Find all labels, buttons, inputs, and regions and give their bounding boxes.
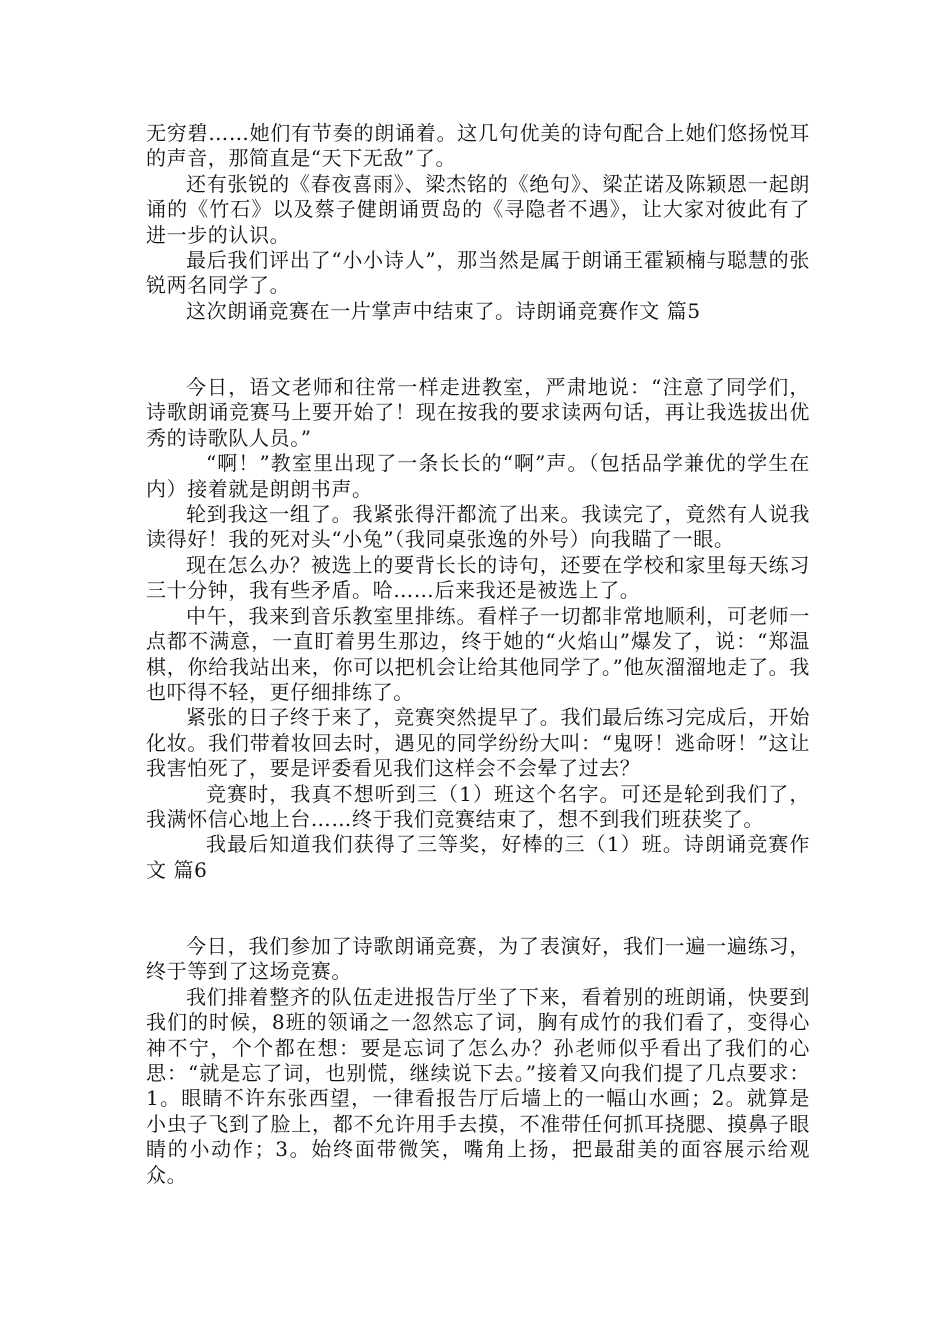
paragraph-6: “啊！”教室里出现了一条长长的“啊”声。（包括品学兼优的学生在内）接着就是朗朗书声。 [146, 451, 810, 501]
paragraph-13: 今日，我们参加了诗歌朗诵竞赛，为了表演好，我们一遍一遍练习，终于等到了这场竞赛。 [146, 933, 810, 984]
paragraph-11: 竞赛时，我真不想听到三（1）班这个名字。可还是轮到我们了，我满怀信心地上台……终于我们竞赛结束了，想不到我们班获奖了。 [146, 781, 810, 831]
paragraph-4-section-title: 这次朗诵竞赛在一片掌声中结束了。诗朗诵竞赛作文 篇5 [186, 298, 701, 323]
paragraph-3: 最后我们评出了“小小诗人”，那当然是属于朗诵王霍颖楠与聪慧的张锐两名同学了。 [146, 248, 810, 298]
paragraph-9: 中午，我来到音乐教室里排练。看样子一切都非常地顺利，可老师一点都不满意，一直盯着男生那边，终于她的“火焰山”爆发了，说：“郑温棋，你给我站出来，你可以把机会让给其他同学了。”他灰溜溜地走了。我也吓得不轻，更仔细排练了。 [146, 603, 810, 704]
section-gap [146, 883, 810, 934]
paragraph-7: 轮到我这一组了。我紧张得汗都流了出来。我读完了，竟然有人说我读得好！我的死对头“小兔”（我同桌张逸的外号）向我瞄了一眼。 [146, 502, 810, 552]
paragraph-10: 紧张的日子终于来了，竞赛突然提早了。我们最后练习完成后，开始化妆。我们带着妆回去时，遇见的同学纷纷大叫：“鬼呀！逃命呀！”这让我害怕死了，要是评委看见我们这样会不会晕了过去？ [146, 705, 810, 781]
paragraph-8: 现在怎么办？被选上的要背长长的诗句，还要在学校和家里每天练习三十分钟，我有些矛盾。哈……后来我还是被选上了。 [146, 552, 810, 603]
paragraph-5: 今日，语文老师和往常一样走进教室，严肃地说：“注意了同学们，诗歌朗诵竞赛马上要开始了！现在按我的要求读两句话，再让我选拔出优秀的诗歌队人员。” [146, 375, 810, 450]
paragraph-1: 无穷碧……她们有节奏的朗诵着。这几句优美的诗句配合上她们悠扬悦耳的声音，那简直是“天下无敌”了。 [146, 121, 810, 171]
paragraph-12-section-title: 我最后知道我们获得了三等奖，好棒的三（1）班。诗朗诵竞赛作文 篇6 [146, 832, 810, 882]
paragraph-2: 还有张锐的《春夜喜雨》、梁杰铭的《绝句》、梁芷诺及陈颖恩一起朗诵的《竹石》以及蔡子健朗诵贾岛的《寻隐者不遇》，让大家对彼此有了进一步的认识。 [146, 171, 810, 247]
paragraph-14: 我们排着整齐的队伍走进报告厅坐了下来，看着别的班朗诵，快要到我们的时候，8班的领诵之一忽然忘了词，胸有成竹的我们看了，变得心神不宁，个个都在想：要是忘词了怎么办？孙老师似乎看出了我们的心思：“就是忘了词，也别慌，继续说下去。”接着又向我们提了几点要求：1。眼睛不许东张西望，一律看报告厅后墙上的一幅山水画；2。就算是小虫子飞到了脸上，都不允许用手去摸，不准带任何抓耳挠腮、摸鼻子眼睛的小动作；3。始终面带微笑，嘴角上扬，把最甜美的面容展示给观众。 [146, 984, 810, 1187]
section-gap [146, 324, 810, 375]
document-body [146, 121, 810, 1188]
